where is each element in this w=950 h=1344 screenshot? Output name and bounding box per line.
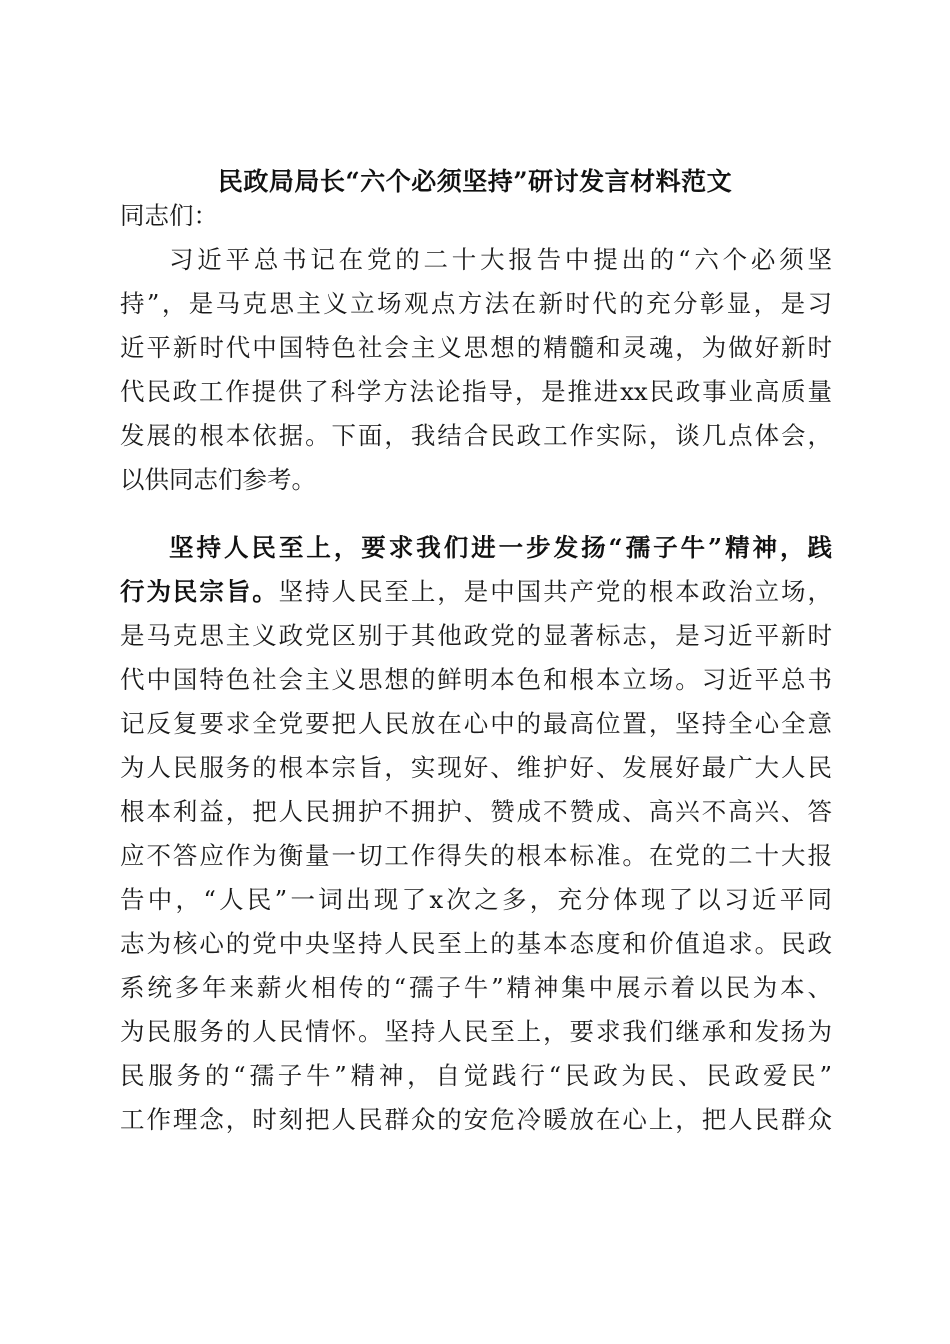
paragraph-line: 是马克思主义政党区别于其他政党的显著标志，是习近平新时	[120, 621, 832, 650]
document-title: 民政局局长“六个必须坚持”研讨发言材料范文	[217, 167, 733, 196]
paragraph-line: 志为核心的党中央坚持人民至上的基本态度和价值追求。民政	[120, 929, 832, 958]
salutation: 同志们：	[120, 201, 218, 230]
paragraph-line: 习近平总书记在党的二十大报告中提出的“六个必须坚	[169, 245, 832, 274]
section-heading: 坚持人民至上，要求我们进一步发扬“孺子牛”精神，践	[169, 533, 832, 562]
paragraph-line: 代民政工作提供了科学方法论指导，是推进xx民政事业高质量	[120, 377, 832, 406]
paragraph-line: 告中，“人民”一词出现了x次之多，充分体现了以习近平同	[120, 885, 832, 914]
paragraph-line: 近平新时代中国特色社会主义思想的精髓和灵魂，为做好新时	[120, 333, 832, 362]
paragraph-line-mixed	[120, 570, 832, 614]
paragraph-line: 根本利益，把人民拥护不拥护、赞成不赞成、高兴不高兴、答	[120, 797, 832, 826]
paragraph-line: 应不答应作为衡量一切工作得失的根本标准。在党的二十大报	[120, 841, 832, 870]
paragraph-line: 发展的根本依据。下面，我结合民政工作实际，谈几点体会，	[120, 421, 832, 450]
paragraph-line: 工作理念，时刻把人民群众的安危冷暖放在心上，把人民群众	[120, 1105, 832, 1134]
paragraph-text: 坚持人民至上，是中国共产党的根本政治立场，	[278, 577, 833, 606]
paragraph-line: 为民服务的人民情怀。坚持人民至上，要求我们继承和发扬为	[120, 1017, 832, 1046]
paragraph-line: 持”，是马克思主义立场观点方法在新时代的充分彰显，是习	[120, 289, 832, 318]
paragraph-line: 为人民服务的根本宗旨，实现好、维护好、发展好最广大人民	[120, 753, 832, 782]
section-heading-tail: 行为民宗旨。	[120, 577, 279, 606]
paragraph-line: 记反复要求全党要把人民放在心中的最高位置，坚持全心全意	[120, 709, 832, 738]
paragraph-line: 民服务的“孺子牛”精神，自觉践行“民政为民、民政爱民”	[120, 1061, 832, 1090]
paragraph-line: 以供同志们参考。	[120, 465, 316, 494]
paragraph-line: 系统多年来薪火相传的“孺子牛”精神集中展示着以民为本、	[120, 973, 832, 1002]
paragraph-line: 代中国特色社会主义思想的鲜明本色和根本立场。习近平总书	[120, 665, 832, 694]
